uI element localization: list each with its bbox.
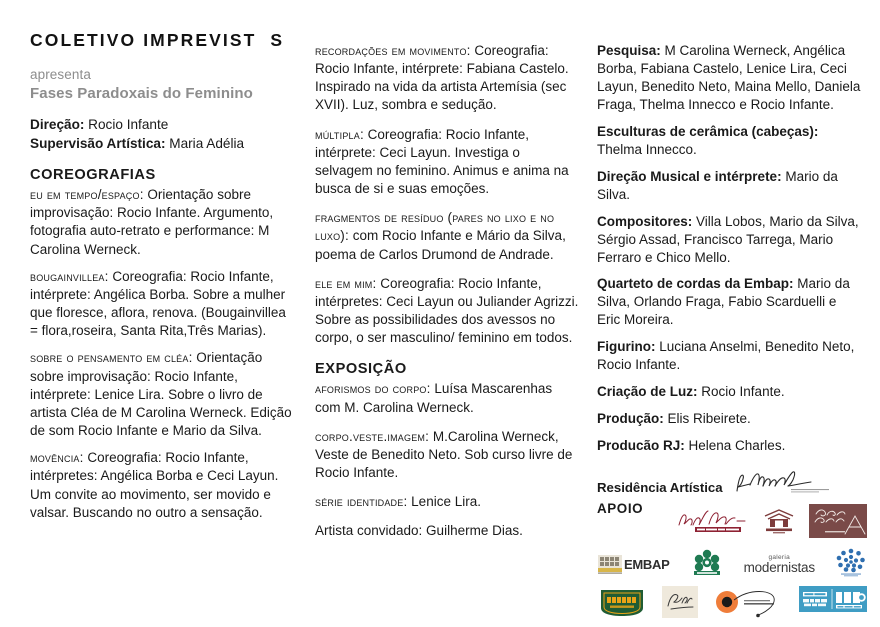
ficha-label: Producão RJ: xyxy=(597,438,685,454)
sponsor-logo-wall xyxy=(597,504,867,623)
apoio-label: APOIO xyxy=(597,501,644,517)
residencia-label: Residência Artística xyxy=(597,480,723,496)
collective-name: COLETIVO IMPREVIST S xyxy=(30,30,285,50)
coreografia-text: Coreografia: Rocio Infante, intérprete: Angélica Borba. Sobre a mulher que floresce, aflora, renova. (Bougainvillea = flora,roseira, Santa Rita,Três Marias). xyxy=(30,268,286,339)
ficha-entry xyxy=(597,275,862,329)
credit-supervisao xyxy=(30,135,297,153)
exposicao-text: M.Carolina Werneck, Veste de Benedito Neto. Sob curso livre de Rocio Infante. xyxy=(315,428,573,480)
ficha-entry xyxy=(597,338,862,374)
mafalda-logo xyxy=(597,586,647,623)
coreografia-term: bougainvillea: xyxy=(30,268,109,284)
logo-row xyxy=(597,547,867,582)
column-left xyxy=(30,30,315,531)
cidade-rio-logo xyxy=(714,586,784,623)
pousada-logo xyxy=(809,504,867,543)
residencia-row xyxy=(597,469,862,495)
section-heading-coreografias: COREOGRAFIAS xyxy=(30,167,156,184)
galeria-logo-sub: galeria xyxy=(768,553,791,561)
exposicao-term: aforismos do corpo: xyxy=(315,381,431,397)
exposicao-term: corpo.veste.imagem: xyxy=(315,428,430,444)
coreografia-entry xyxy=(30,349,297,440)
exposicao-text: Artista convidado: Guilherme Dias. xyxy=(315,523,523,539)
coreografia-entry xyxy=(30,449,297,522)
coreografia-term: fragmentos de resíduo (pares no lixo e no luxo): xyxy=(315,210,555,244)
credit-supervisao-value: Maria Adélia xyxy=(165,136,245,152)
coreografia-text: Coreografia: Rocio Infante, intérpretes: Angélica Borba e Ceci Layun. Um convite ao movimento, ser movido e valsar. Buscando no outro a sensação. xyxy=(30,450,279,520)
coreografia-text: com Rocio Infante e Mário da Silva, poema de Carlos Drumond de Andrade. xyxy=(315,228,566,262)
logo-row xyxy=(597,586,867,623)
ficha-label: Criação de Luz: xyxy=(597,384,698,400)
coreografia-text: Coreografia: Rocio Infante, intérprete: Fabiana Castelo. Inspirado na vida da artista Artemísia (sec XVII). Luz, sombra e sedução. xyxy=(315,43,569,113)
cultura-rio-prefeitura-logo xyxy=(799,586,867,617)
ficha-label: Compositores: xyxy=(597,213,693,229)
galeria-logo-text: modernistas xyxy=(743,560,815,576)
column-middle xyxy=(315,30,597,551)
signature-icon xyxy=(733,469,855,495)
ficha-value: Elis Ribeirete. xyxy=(663,411,751,427)
coreografia-term: recordações em movimento: xyxy=(315,43,471,58)
coreografia-text: Orientação sobre improvisação: Rocio Infante. Argumento, fotografia auto-retrato e performance: M Carolina Werneck. xyxy=(30,187,274,257)
ficha-label: Direção Musical e intérprete: xyxy=(597,168,782,184)
credit-direcao xyxy=(30,116,297,134)
ficha-label: Figurino: xyxy=(597,339,656,355)
exposicao-text: Lenice Lira. xyxy=(407,494,481,510)
coreografia-term: eu em tempo/espaço: xyxy=(30,187,144,203)
exposicao-text: Luísa Mascarenhas com M. Carolina Werneck. xyxy=(315,381,553,415)
angel-vianna-logo xyxy=(675,508,749,539)
coreografia-term: ele em mim: xyxy=(315,275,377,291)
ficha-value: Mario da Silva. xyxy=(597,168,838,202)
embap-logo xyxy=(597,552,669,578)
coreografia-text: Coreografia: Rocio Infante, intérpretes: Ceci Layun ou Juliander Agrizzi. Sobre as possibilidades dos avessos no corpo, o ser masculino/ feminino em todos. xyxy=(315,275,579,346)
ficha-label: Quarteto de cordas da Embap: xyxy=(597,276,794,292)
ficha-entry xyxy=(597,410,862,428)
piece-title: Fases Paradoxais do Feminino xyxy=(30,85,253,102)
coreografia-entry xyxy=(30,268,297,341)
ficha-entry xyxy=(597,168,862,204)
unespar-logo xyxy=(690,549,724,580)
ficha-value: M Carolina Werneck, Angélica Borba, Fabiana Castelo, Lenice Lira, Ceci Layun, Benedito Neto, Maina Mello, Daniela Fraga, Thelma Innecco e Rocio Infante. xyxy=(597,43,861,112)
galeria-modernistas-logo xyxy=(744,555,815,575)
ficha-label: Esculturas de cerâmica (cabeças): xyxy=(597,123,819,139)
exposicao-entry xyxy=(315,380,581,416)
ficha-value: Mario da Silva, Orlando Fraga, Fabio Scarduelli e Eric Moreira. xyxy=(597,276,850,328)
credit-supervisao-label: Supervisão Artística: xyxy=(30,136,166,152)
exposicao-entry xyxy=(315,493,581,511)
ficha-value: Villa Lobos, Mario da Silva, Sérgio Assad, Francisco Tarrega, Mario Ferraro e Chico Mello. xyxy=(597,213,859,265)
exposicao-entry xyxy=(315,428,581,482)
barracao-do-encontro-logo xyxy=(759,507,799,540)
coreografia-text: Orientação sobre improvisação: Rocio Infante, intérprete: Lenice Lira. Sobre o livro de artista Cléa de M Carolina Werneck. Edição de som Rocio Infante e Mario da Silva. xyxy=(30,350,292,439)
ficha-entry xyxy=(597,383,862,401)
ficha-value: Helena Charles. xyxy=(684,438,786,454)
coreografia-entry xyxy=(30,186,297,259)
coreografia-entry xyxy=(315,126,581,199)
ficha-label: Produção: xyxy=(597,411,664,427)
ficha-label: Pesquisa: xyxy=(597,43,661,58)
clorofila-logo xyxy=(662,586,698,623)
apresenta-label: apresenta xyxy=(30,67,91,82)
coreografia-entry xyxy=(315,209,581,263)
coreografia-entry xyxy=(315,42,581,115)
ficha-value: Luciana Anselmi, Benedito Neto, Rocio Infante. xyxy=(597,339,855,373)
coreografia-entry xyxy=(315,275,581,348)
ficha-value: Rocio Infante. xyxy=(697,384,785,400)
credit-direcao-label: Direção: xyxy=(30,117,85,132)
credit-direcao-value: Rocio Infante xyxy=(84,117,169,132)
exposicao-entry xyxy=(315,522,581,540)
coreografia-term: sobre o pensamento em cléa: xyxy=(30,350,193,366)
embap-logo-text: EMBAP xyxy=(624,557,670,573)
column-right xyxy=(597,30,862,627)
ficha-entry xyxy=(597,42,862,114)
exposicao-term: série identidade: xyxy=(315,494,408,510)
ficha-entry xyxy=(597,123,862,159)
ficha-entry xyxy=(597,213,862,267)
coreografia-term: múltipla: xyxy=(315,126,364,142)
coreografia-term: movência: xyxy=(30,450,84,466)
section-heading-exposicao: EXPOSIÇÃO xyxy=(315,361,407,378)
coreografia-text: Coreografia: Rocio Infante, intérprete: Ceci Layun. Investiga o selvagem no feminino. Animus e anima na busca de si e suas emoções. xyxy=(315,126,569,197)
ficha-entry xyxy=(597,437,862,455)
museu-logo xyxy=(835,547,867,582)
ficha-value: Thelma Innecco. xyxy=(597,141,697,157)
